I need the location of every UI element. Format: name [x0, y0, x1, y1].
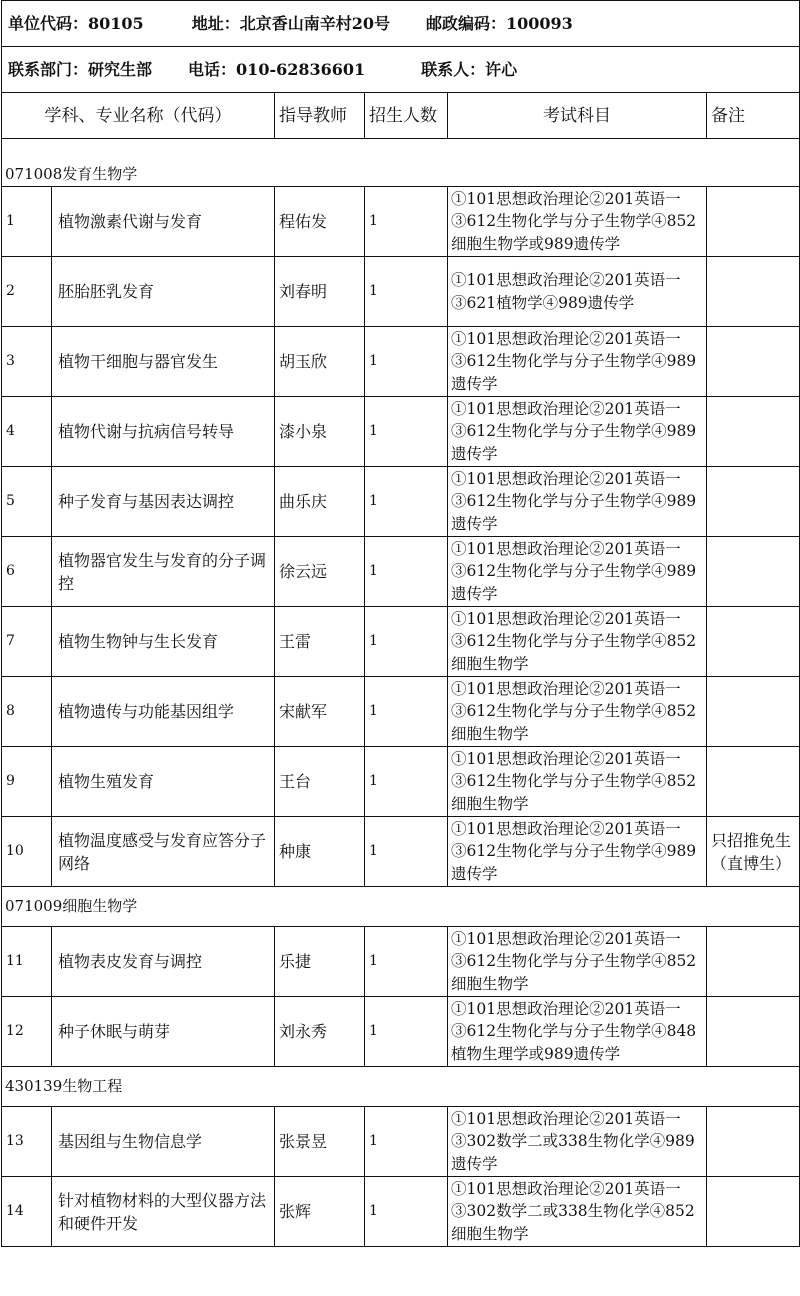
exam-subjects: ①101思想政治理论②201英语一③612生物化学与分子生物学④989遗传学	[448, 467, 707, 537]
exam-subjects: ①101思想政治理论②201英语一③612生物化学与分子生物学④852细胞生物学	[448, 677, 707, 747]
advisor-name: 胡玉欣	[275, 327, 365, 397]
phone: 010-62836601	[236, 60, 366, 79]
row-number: 3	[2, 327, 52, 397]
advisor-name: 漆小泉	[275, 397, 365, 467]
row-note	[707, 607, 800, 677]
table-row	[2, 397, 800, 467]
dept: 研究生部	[88, 60, 153, 79]
exam-subjects: ①101思想政治理论②201英语一③621植物学④989遗传学	[448, 257, 707, 327]
row-number: 2	[2, 257, 52, 327]
research-direction: 植物干细胞与器官发生	[52, 327, 275, 397]
table-row	[2, 607, 800, 677]
quota-count: 1	[365, 467, 448, 537]
advisor-name: 张景昱	[275, 1107, 365, 1177]
quota-count: 1	[365, 607, 448, 677]
research-direction: 植物代谢与抗病信号转导	[52, 397, 275, 467]
row-number: 13	[2, 1107, 52, 1177]
dept-label: 联系部门：	[8, 60, 89, 79]
row-number: 14	[2, 1177, 52, 1247]
table-row	[2, 257, 800, 327]
quota-count: 1	[365, 257, 448, 327]
advisor-name: 宋献军	[275, 677, 365, 747]
quota-count: 1	[365, 1177, 448, 1247]
table-row	[2, 1107, 800, 1177]
quota-count: 1	[365, 1107, 448, 1177]
col-advisor-header: 指导教师	[275, 93, 365, 139]
advisor-name: 王台	[275, 747, 365, 817]
exam-subjects: ①101思想政治理论②201英语一③612生物化学与分子生物学④989遗传学	[448, 397, 707, 467]
row-note	[707, 1177, 800, 1247]
exam-subjects: ①101思想政治理论②201英语一③612生物化学与分子生物学④852细胞生物学	[448, 927, 707, 997]
row-note	[707, 537, 800, 607]
research-direction: 植物生物钟与生长发育	[52, 607, 275, 677]
table-row	[2, 467, 800, 537]
advisor-name: 徐云远	[275, 537, 365, 607]
address: 北京香山南辛村20号	[239, 14, 390, 33]
row-note	[707, 467, 800, 537]
quota-count: 1	[365, 327, 448, 397]
advisor-name: 程佑发	[275, 187, 365, 257]
row-note	[707, 1107, 800, 1177]
research-direction: 针对植物材料的大型仪器方法和硬件开发	[52, 1177, 275, 1247]
table-row	[2, 997, 800, 1067]
postcode: 100093	[506, 14, 573, 33]
section-title: 071009细胞生物学	[2, 887, 800, 927]
col-exam-header: 考试科目	[448, 93, 707, 139]
exam-subjects: ①101思想政治理论②201英语一③302数学二或338生物化学④852细胞生物学	[448, 1177, 707, 1247]
research-direction: 种子发育与基因表达调控	[52, 467, 275, 537]
col-quota-header: 招生人数	[365, 93, 448, 139]
quota-count: 1	[365, 747, 448, 817]
quota-count: 1	[365, 537, 448, 607]
section-title: 430139生物工程	[2, 1067, 800, 1107]
research-direction: 胚胎胚乳发育	[52, 257, 275, 327]
section-title: 071008发育生物学	[2, 163, 800, 187]
table-row	[2, 747, 800, 817]
advisor-name: 张辉	[275, 1177, 365, 1247]
research-direction: 植物器官发生与发育的分子调控	[52, 537, 275, 607]
row-note	[707, 677, 800, 747]
phone-label: 电话：	[188, 60, 237, 79]
research-direction: 植物遗传与功能基因组学	[52, 677, 275, 747]
col-major-header: 学科、专业名称（代码）	[2, 93, 275, 139]
unit-code-label: 单位代码：	[8, 14, 89, 33]
address-label: 地址：	[191, 14, 240, 33]
research-direction: 植物生殖发育	[52, 747, 275, 817]
advisor-name: 刘永秀	[275, 997, 365, 1067]
row-number: 1	[2, 187, 52, 257]
section-title-row	[2, 163, 800, 187]
exam-subjects: ①101思想政治理论②201英语一③612生物化学与分子生物学④989遗传学	[448, 817, 707, 887]
exam-subjects: ①101思想政治理论②201英语一③612生物化学与分子生物学④989遗传学	[448, 327, 707, 397]
quota-count: 1	[365, 397, 448, 467]
section-title-row	[2, 1067, 800, 1107]
spacer-row	[2, 139, 800, 164]
research-direction: 植物表皮发育与调控	[52, 927, 275, 997]
research-direction: 植物激素代谢与发育	[52, 187, 275, 257]
exam-subjects: ①101思想政治理论②201英语一③612生物化学与分子生物学④852细胞生物学	[448, 747, 707, 817]
postcode-label: 邮政编码：	[425, 14, 506, 33]
table-row	[2, 1177, 800, 1247]
col-note-header: 备注	[707, 93, 800, 139]
contact: 许心	[485, 60, 518, 79]
research-direction: 植物温度感受与发育应答分子网络	[52, 817, 275, 887]
row-number: 12	[2, 997, 52, 1067]
unit-code: 80105	[88, 14, 144, 33]
advisor-name: 刘春明	[275, 257, 365, 327]
row-number: 9	[2, 747, 52, 817]
row-number: 8	[2, 677, 52, 747]
admissions-table	[1, 0, 800, 1247]
row-note	[707, 997, 800, 1067]
exam-subjects: ①101思想政治理论②201英语一③612生物化学与分子生物学④852细胞生物学或989遗传学	[448, 187, 707, 257]
section-title-row	[2, 887, 800, 927]
exam-subjects: ①101思想政治理论②201英语一③612生物化学与分子生物学④848植物生理学或989遗传学	[448, 997, 707, 1067]
row-note	[707, 187, 800, 257]
quota-count: 1	[365, 997, 448, 1067]
quota-count: 1	[365, 187, 448, 257]
contact-info-cell	[2, 47, 800, 93]
header-row-unit	[2, 1, 800, 47]
advisor-name: 乐捷	[275, 927, 365, 997]
row-number: 11	[2, 927, 52, 997]
column-header-row	[2, 93, 800, 139]
contact-label: 联系人：	[421, 60, 486, 79]
header-row-contact	[2, 47, 800, 93]
exam-subjects: ①101思想政治理论②201英语一③612生物化学与分子生物学④989遗传学	[448, 537, 707, 607]
table-row	[2, 927, 800, 997]
row-note: 只招推免生（直博生）	[707, 817, 800, 887]
quota-count: 1	[365, 817, 448, 887]
table-row	[2, 187, 800, 257]
table-row	[2, 677, 800, 747]
row-number: 7	[2, 607, 52, 677]
advisor-name: 王雷	[275, 607, 365, 677]
row-note	[707, 327, 800, 397]
unit-info-cell	[2, 1, 800, 47]
row-number: 5	[2, 467, 52, 537]
advisor-name: 种康	[275, 817, 365, 887]
advisor-name: 曲乐庆	[275, 467, 365, 537]
row-number: 10	[2, 817, 52, 887]
exam-subjects: ①101思想政治理论②201英语一③612生物化学与分子生物学④852细胞生物学	[448, 607, 707, 677]
row-note	[707, 397, 800, 467]
quota-count: 1	[365, 677, 448, 747]
row-note	[707, 257, 800, 327]
row-note	[707, 927, 800, 997]
table-row	[2, 327, 800, 397]
row-number: 6	[2, 537, 52, 607]
row-number: 4	[2, 397, 52, 467]
exam-subjects: ①101思想政治理论②201英语一③302数学二或338生物化学④989遗传学	[448, 1107, 707, 1177]
table-row	[2, 817, 800, 887]
research-direction: 种子休眠与萌芽	[52, 997, 275, 1067]
research-direction: 基因组与生物信息学	[52, 1107, 275, 1177]
table-row	[2, 537, 800, 607]
quota-count: 1	[365, 927, 448, 997]
row-note	[707, 747, 800, 817]
